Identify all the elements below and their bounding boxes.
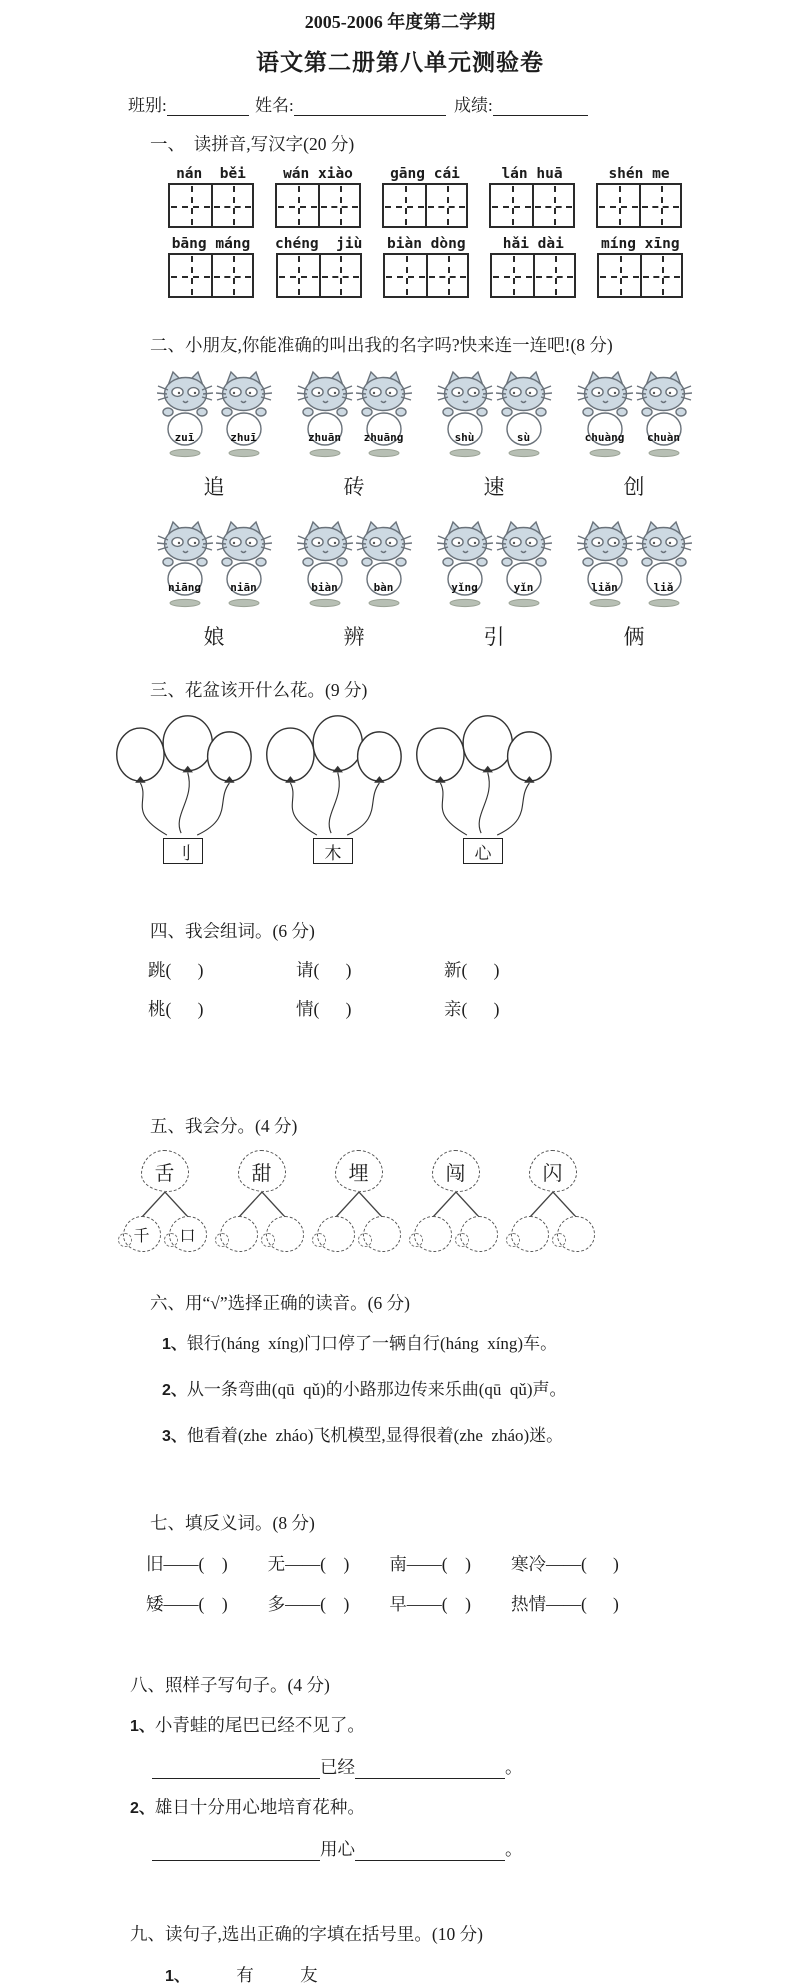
class-blank <box>167 98 249 116</box>
writing-box <box>319 255 360 296</box>
pinyin-option: yǐng <box>451 581 478 594</box>
cat-icon <box>636 367 692 459</box>
pinyin-option: chuàng <box>584 431 625 444</box>
pinyin-option: zuī <box>174 431 195 444</box>
balloon-group <box>112 712 254 864</box>
pinyin-option: zhuān <box>307 431 342 444</box>
pinyin-label: lán huā <box>501 166 563 182</box>
writing-box-group <box>597 253 683 298</box>
writing-box <box>425 185 466 226</box>
pinyin-option: sù <box>516 431 531 444</box>
writing-box <box>277 185 318 226</box>
school-term: 2005-2006 年度第二学期 <box>304 12 496 32</box>
match-character: 追 <box>203 475 225 499</box>
section2-heading: 二、小朋友,你能准确的叫出我的名字吗?快来连一连吧!(8 分) <box>150 335 613 355</box>
split-lines-icon <box>507 1192 599 1218</box>
pinyin-label: bāng máng <box>171 236 251 252</box>
antonym-item: 热情——( ) <box>510 1594 619 1614</box>
match-character: 创 <box>623 475 645 499</box>
item-number: 1、 <box>165 1968 190 1985</box>
sentence-text: 小青蛙的尾巴已经不见了。 <box>154 1715 365 1735</box>
match-character: 引 <box>483 625 505 649</box>
pinyin-label: chéng jiù <box>275 236 363 252</box>
cat-icon <box>157 517 213 609</box>
match-character: 俩 <box>623 625 645 649</box>
pinyin-option: niān <box>230 581 257 594</box>
flower-pot-area <box>112 712 800 864</box>
pronunciation-items <box>162 1329 800 1446</box>
writing-box-group <box>489 183 575 228</box>
pinyin-option: zhuāng <box>363 431 404 444</box>
pinyin-option: yǐn <box>513 581 534 594</box>
word-row <box>148 996 800 1021</box>
item-number: 1、 <box>130 1718 155 1735</box>
writing-box <box>598 185 639 226</box>
section6-heading: 六、用“√”选择正确的读音。(6 分) <box>150 1293 410 1313</box>
writing-box-group <box>596 183 682 228</box>
class-label: 班别: <box>128 96 167 115</box>
antonym-item: 南——( ) <box>389 1554 471 1574</box>
word-item: 跳( ) <box>148 960 204 980</box>
split-unit <box>506 1150 599 1252</box>
writing-box-group <box>168 253 254 298</box>
character-option: 有 <box>236 1965 254 1985</box>
writing-box-group <box>276 253 362 298</box>
character-choice-item <box>165 1962 800 1987</box>
match-character: 辨 <box>343 625 365 649</box>
pinyin-writing-grid <box>168 166 800 298</box>
cat-icon <box>216 367 272 459</box>
section8-heading: 八、照样子写句子。(4 分) <box>130 1675 330 1695</box>
item-number: 3、 <box>162 1428 187 1445</box>
pinyin-option: zhuī <box>230 431 257 444</box>
pinyin-label: biàn dòng <box>387 236 466 252</box>
pinyin-label: nán běi <box>176 166 246 182</box>
radical-pot: 木 <box>313 838 353 864</box>
score-label: 成绩: <box>453 96 493 115</box>
cat-icon <box>356 517 412 609</box>
writing-box <box>533 255 574 296</box>
source-character-bubble: 闪 <box>529 1150 577 1192</box>
match-character: 速 <box>483 475 505 499</box>
answer-blank-line <box>152 1754 800 1779</box>
pinyin-option: biàn <box>311 581 338 594</box>
match-character: 娘 <box>203 625 225 649</box>
period: 。 <box>505 1757 523 1777</box>
writing-box <box>211 185 252 226</box>
item-text: 他看着(zhe zháo)飞机模型,显得很着(zhe zháo)迷。 <box>186 1426 564 1445</box>
answer-blank <box>355 1760 505 1779</box>
pronunciation-item <box>162 1375 800 1400</box>
name-blank <box>294 98 446 116</box>
antonym-item: 早——( ) <box>389 1594 471 1614</box>
writing-box-group <box>275 183 361 228</box>
writing-row-2 <box>168 236 800 298</box>
part-bubble <box>414 1216 452 1252</box>
cat-row-2 <box>156 517 800 651</box>
match-character: 砖 <box>343 475 365 499</box>
antonym-item: 寒冷——( ) <box>510 1554 619 1574</box>
writing-box <box>278 255 319 296</box>
pinyin-option: bàn <box>373 581 394 594</box>
split-lines-icon <box>119 1192 211 1218</box>
writing-box <box>385 255 426 296</box>
period: 。 <box>505 1839 523 1859</box>
pinyin-label: shén me <box>608 166 670 182</box>
section4-heading: 四、我会组词。(6 分) <box>150 921 315 941</box>
antonym-row <box>146 1591 800 1616</box>
balloon-group <box>412 712 554 864</box>
item-text: 从一条弯曲(qū qǔ)的小路那边传来乐曲(qū qǔ)声。 <box>186 1380 567 1399</box>
name-label: 姓名: <box>254 96 294 115</box>
source-character-bubble: 埋 <box>335 1150 383 1192</box>
cat-icon <box>216 517 272 609</box>
cat-icon <box>157 367 213 459</box>
pinyin-option: liǎn <box>591 581 618 594</box>
cat-icon <box>437 367 493 459</box>
writing-box-group <box>383 253 469 298</box>
split-lines-icon <box>216 1192 308 1218</box>
cat-icon <box>577 367 633 459</box>
pinyin-option: liǎ <box>653 581 674 594</box>
pronunciation-item <box>162 1329 800 1354</box>
word-building-area <box>148 957 800 1021</box>
writing-box-group <box>382 183 468 228</box>
pinyin-option: niāng <box>167 581 202 594</box>
word-item: 桃( ) <box>148 999 204 1019</box>
section5-heading: 五、我会分。(4 分) <box>150 1116 298 1136</box>
writing-box <box>599 255 640 296</box>
item-number: 1、 <box>162 1336 187 1353</box>
cat-icon <box>297 367 353 459</box>
answer-blank <box>152 1760 320 1779</box>
writing-box <box>492 255 533 296</box>
source-character-bubble: 甜 <box>238 1150 286 1192</box>
cat-matching-area <box>156 367 800 651</box>
antonym-area <box>146 1551 800 1616</box>
antonym-row <box>146 1551 800 1576</box>
cat-icon <box>496 367 552 459</box>
sentence-writing-area <box>130 1712 800 1861</box>
writing-box <box>384 185 425 226</box>
pinyin-label: míng xīng <box>601 236 680 252</box>
paper-title: 语文第二册第八单元测验卷 <box>256 50 544 75</box>
antonym-item: 矮——( ) <box>146 1594 228 1614</box>
balloon-group <box>262 712 404 864</box>
writing-box-group <box>490 253 576 298</box>
fixed-word: 已经 <box>320 1757 355 1777</box>
word-item: 请( ) <box>296 960 352 980</box>
pinyin-label: hǎi dài <box>502 236 564 252</box>
cat-match-item <box>576 517 692 651</box>
cat-row-1 <box>156 367 800 501</box>
cat-match-item <box>436 367 552 501</box>
antonym-item: 多——( ) <box>267 1594 350 1614</box>
writing-box <box>640 255 681 296</box>
example-sentence <box>130 1712 800 1737</box>
pinyin-option: shù <box>454 431 475 444</box>
cat-icon <box>356 367 412 459</box>
cat-match-item <box>156 517 272 651</box>
writing-box <box>532 185 573 226</box>
writing-box <box>491 185 532 226</box>
cat-icon <box>297 517 353 609</box>
cat-match-item <box>296 367 412 501</box>
pronunciation-item <box>162 1421 800 1446</box>
split-lines-icon <box>410 1192 502 1218</box>
part-bubble <box>317 1216 355 1252</box>
radical-pot: 刂 <box>163 838 203 864</box>
word-item: 亲( ) <box>444 999 500 1019</box>
antonym-item: 旧——( ) <box>146 1554 228 1574</box>
part-bubble <box>557 1216 595 1252</box>
pinyin-label: wán xiào <box>283 166 353 182</box>
cat-icon <box>577 517 633 609</box>
answer-blank <box>152 1842 320 1861</box>
part-bubble <box>220 1216 258 1252</box>
balloons-icon <box>412 712 554 856</box>
section3-heading: 三、花盆该开什么花。(9 分) <box>150 680 368 700</box>
score-blank <box>493 98 588 116</box>
cat-icon <box>496 517 552 609</box>
writing-row-1 <box>168 166 800 228</box>
cat-icon <box>437 517 493 609</box>
character-option: 友 <box>300 1965 318 1985</box>
section7-heading: 七、填反义词。(8 分) <box>150 1513 315 1533</box>
writing-box <box>639 185 680 226</box>
writing-box <box>170 185 211 226</box>
writing-box <box>318 185 359 226</box>
part-bubble: 千 <box>123 1216 161 1252</box>
section9-heading: 九、读句子,选出正确的字填在括号里。(10 分) <box>130 1924 483 1944</box>
word-item: 新( ) <box>444 960 500 980</box>
writing-box <box>211 255 252 296</box>
source-character-bubble: 舌 <box>141 1150 189 1192</box>
student-info-row <box>128 91 800 116</box>
part-bubble <box>363 1216 401 1252</box>
answer-blank-line <box>152 1836 800 1861</box>
cat-match-item <box>156 367 272 501</box>
item-text: 银行(háng xíng)门口停了一辆自行(háng xíng)车。 <box>186 1334 558 1353</box>
split-unit <box>118 1150 211 1252</box>
cat-match-item <box>576 367 692 501</box>
example-sentence <box>130 1794 800 1819</box>
cat-match-item <box>296 517 412 651</box>
answer-blank <box>355 1842 505 1861</box>
section1-heading: 一、 读拼音,写汉字(20 分) <box>150 134 355 154</box>
radical-pot: 心 <box>463 838 503 864</box>
item-number: 2、 <box>130 1800 155 1817</box>
part-bubble <box>266 1216 304 1252</box>
cat-icon <box>636 517 692 609</box>
fixed-word: 用心 <box>320 1839 355 1859</box>
part-bubble <box>460 1216 498 1252</box>
writing-box-group <box>168 183 254 228</box>
word-item: 情( ) <box>296 999 352 1019</box>
item-number: 2、 <box>162 1382 187 1399</box>
character-split-area <box>118 1150 800 1252</box>
cat-match-item <box>436 517 552 651</box>
split-unit <box>215 1150 308 1252</box>
split-unit <box>312 1150 405 1252</box>
writing-box <box>170 255 211 296</box>
split-unit <box>409 1150 502 1252</box>
pinyin-label: gāng cái <box>390 166 460 182</box>
balloons-icon <box>112 712 254 856</box>
part-bubble: 口 <box>169 1216 207 1252</box>
writing-box <box>426 255 467 296</box>
part-bubble <box>511 1216 549 1252</box>
pinyin-option: chuàn <box>646 431 681 444</box>
split-lines-icon <box>313 1192 405 1218</box>
source-character-bubble: 闯 <box>432 1150 480 1192</box>
balloons-icon <box>262 712 404 856</box>
sentence-text: 雄日十分用心地培育花种。 <box>154 1797 365 1817</box>
antonym-item: 无——( ) <box>267 1554 350 1574</box>
word-row <box>148 957 800 982</box>
